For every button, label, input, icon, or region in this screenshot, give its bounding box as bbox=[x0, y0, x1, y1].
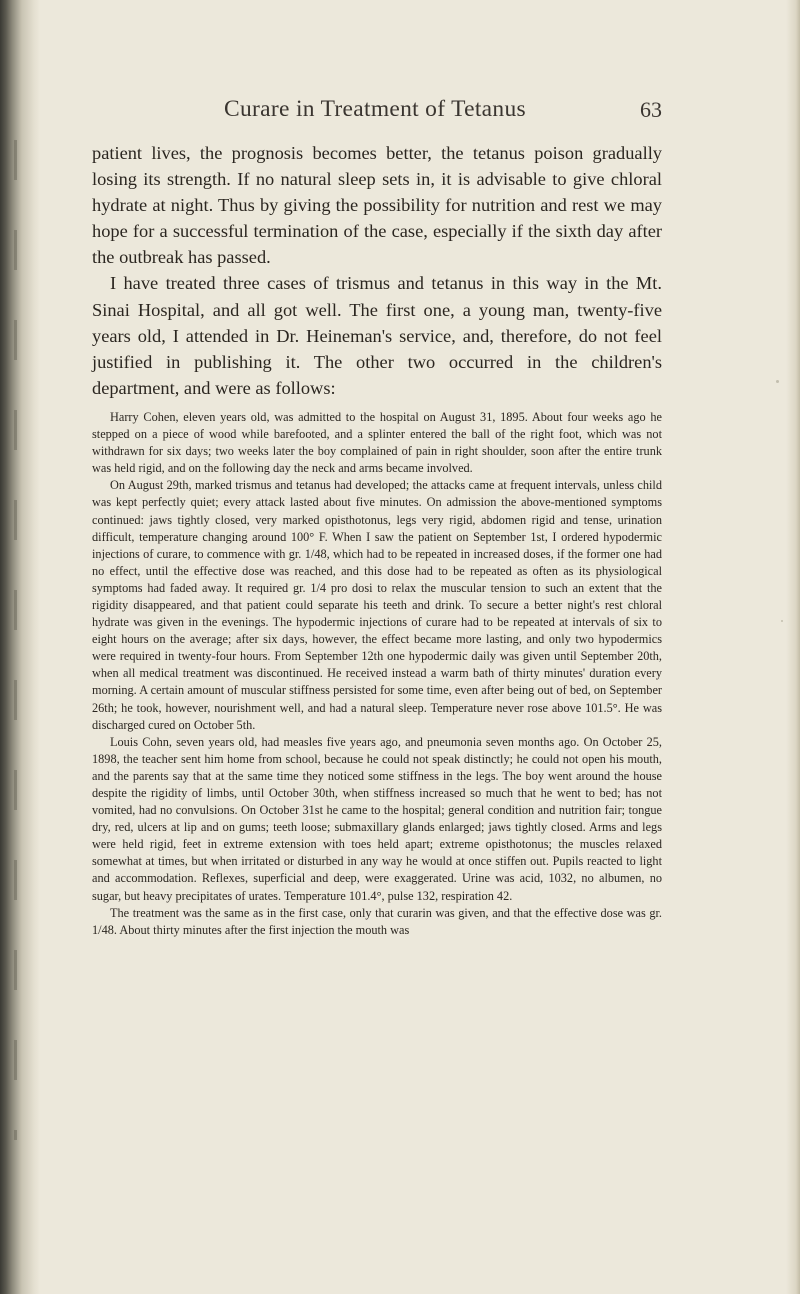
book-binding-edge bbox=[0, 0, 40, 1294]
page-right-edge bbox=[786, 0, 800, 1294]
body-text bbox=[92, 140, 662, 939]
running-title: Curare in Treatment of Tetanus bbox=[224, 96, 526, 122]
paper-speck bbox=[776, 380, 779, 383]
case-harry-cohen-treatment: On August 29th, marked trismus and tetanus had developed; the attacks came at frequent intervals, unless child was kept perfectly quiet; every attack lasted about five minutes. On admission the above-mentioned symptoms continued: jaws tightly closed, very marked opisthotonus, legs very rigid, abdomen rigid and tense, urination difficult, temperature changing around 100° F. When I saw the patient on September 1st, I ordered hypodermic injections of curare, to commence with gr. 1/48, which had to be repeated in increased doses, if the former one had no effect, until the effective dose was reached, and this dose had to be repeated as often as its physiological symptoms had faded away. It required gr. 1/4 pro dosi to relax the muscular tension to such an extent that the rigidity disappeared, and that patient could separate his teeth and drink. To secure a better night's rest chloral hydrate was given in the evenings. The hypodermic injections of curare had to be repeated at intervals of six to eight hours on the average; after six days, however, the effect became more lasting, and only two hypodermics were required in twenty-four hours. From September 12th one hypodermic daily was given until September 20th, when all medical treatment was discontinued. He received instead a warm bath of thirty minutes' duration every morning. A certain amount of muscular stiffness persisted for some time, even after being out of bed, on September 26th; he took, however, nourishment well, and had a natural sleep. Temperature never rose above 101.5°. He was discharged cured on October 5th. bbox=[92, 478, 662, 732]
case-louis-cohn-treatment: The treatment was the same as in the first case, only that curarin was given, and that the effective dose was gr. 1/48. About thirty minutes after the first injection the mouth was bbox=[92, 905, 662, 937]
case-harry-cohen-history: Harry Cohen, eleven years old, was admitted to the hospital on August 31, 1895. About four weeks ago he stepped on a piece of wood while barefooted, and a splinter entered the ball of the right foot, which was not withdrawn for six days; two weeks later the boy complained of pain in right shoulder, soon after the entire trunk was held rigid, and on the following day the neck and arms became involved. bbox=[92, 409, 662, 476]
paragraph-gap bbox=[92, 401, 662, 409]
paragraph-prognosis: patient lives, the prognosis becomes better, the tetanus poison gradually losing its strength. If no natural sleep sets in, it is advisable to give chloral hydrate at night. Thus by giving the possibility for nutrition and rest we may hope for a successful termination of the case, especially if the sixth day after the outbreak has passed. bbox=[92, 143, 662, 268]
paragraph-cases-intro: I have treated three cases of trismus and tetanus in this way in the Mt. Sinai Hospital, and all got well. The first one, a young man, twenty-five years old, I attended in Dr. Heineman's service, and, therefore, do not feel justified in publishing it. The other two occurred in the children's department, and were as follows: bbox=[92, 273, 662, 398]
case-louis-cohn-history: Louis Cohn, seven years old, had measles five years ago, and pneumonia seven months ago. On October 25, 1898, the teacher sent him home from school, because he could not speak distinctly; he could not open his mouth, and the parents say that at the same time they noticed some stiffness in the legs. The boy went around the house despite the rigidity of limbs, until October 30th, when stiffness increased so much that he went to bed; has not vomited, had no convulsions. On October 31st he came to the hospital; general condition and nutrition fair; tongue dry, red, ulcers at lip and on gums; teeth loose; submaxillary glands enlarged; jaws tightly closed. Arms and legs were held rigid, feet in extreme extension with toes held apart; extreme opisthotonus; the muscles relaxed somewhat at times, but when irritated or disturbed in any way he would at once stiffen out. Pupils reacted to light and accommodation. Reflexes, superficial and deep, were exaggerated. Urine was acid, 1032, no albumen, no sugar, but heavy precipitates of urates. Temperature 101.4°, pulse 132, respiration 42. bbox=[92, 734, 662, 903]
page-header bbox=[92, 96, 662, 126]
page-number: 63 bbox=[640, 97, 662, 122]
paper-speck bbox=[781, 620, 783, 622]
